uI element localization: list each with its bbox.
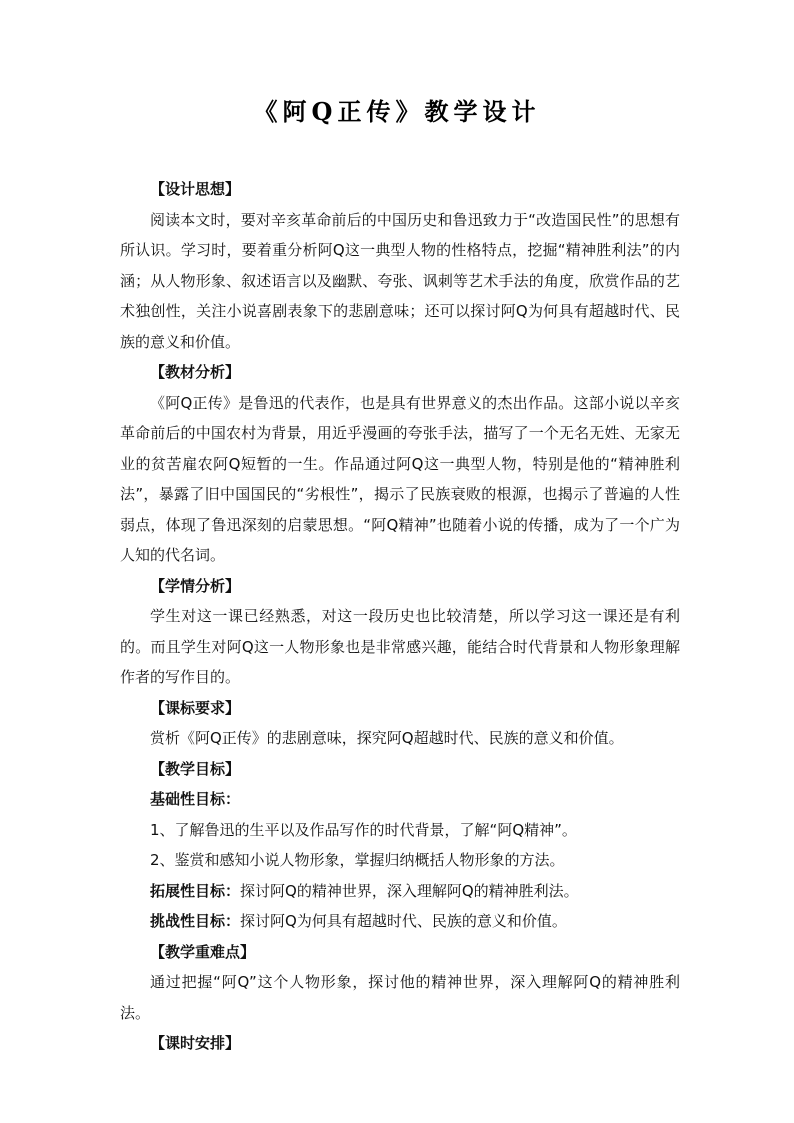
document-title: 《阿Q正传》教学设计 (253, 97, 541, 126)
section-heading-students: 【学情分析】 (150, 576, 241, 595)
section-heading-standard: 【课标要求】 (150, 698, 241, 717)
section-heading-schedule: 【课时安排】 (150, 1034, 241, 1052)
section-text-keypoints: 通过把握“阿Q”这个人物形象，探讨他的精神世界，深入理解阿Q的精神胜利法。 (120, 973, 680, 1022)
goal-basic-label: 基础性目标： (150, 790, 241, 808)
goal-challenge (120, 906, 680, 937)
section-text-design: 阅读本文时，要对辛亥革命前后的中国历史和鲁迅致力于“改造国民性”的思想有所认识。学习时，要着重分析阿Q这一典型人物的性格特点，挖掘“精神胜利法”的内涵；从人物形象、叙述语言以及幽默、夸张、讽刺等艺术手法的角度，欣赏作品的艺术独创性，关注小说喜剧表象下的悲剧意味；还可以探讨阿Q为何具有超越时代、民族的意义和价值。 (120, 210, 680, 351)
goal-challenge-label: 挑战性目标： (150, 912, 241, 930)
section-text-students: 学生对这一课已经熟悉，对这一段历史也比较清楚，所以学习这一课还是有利的。而且学生对阿Q这一人物形象也是非常感兴趣，能结合时代背景和人物形象理解作者的写作目的。 (120, 607, 680, 686)
goal-extend-text: 探讨阿Q的精神世界，深入理解阿Q的精神胜利法。 (240, 881, 579, 900)
section-heading-design: 【设计思想】 (150, 180, 241, 198)
section-heading-goals: 【教学目标】 (150, 759, 241, 778)
goal-basic-item-1: 1、了解鲁迅的生平以及作品写作的时代背景，了解“阿Q精神”。 (150, 820, 577, 839)
document-body (120, 174, 680, 1059)
section-text-material: 《阿Q正传》是鲁迅的代表作，也是具有世界意义的杰出作品。这部小说以辛亥革命前后的中国农村为背景，用近乎漫画的夸张手法，描写了一个无名无姓、无家无业的贫苦雇农阿Q短暂的一生。作品通过阿Q这一典型人物，特别是他的“精神胜利法”，暴露了旧中国国民的“劣根性”，揭示了民族衰败的根源，也揭示了普遍的人性弱点，体现了鲁迅深刻的启蒙思想。“阿Q精神”也随着小说的传播，成为了一个广为人知的代名词。 (120, 393, 680, 564)
goal-extend (120, 876, 680, 907)
section-heading-material: 【教材分析】 (150, 363, 241, 381)
goal-extend-label: 拓展性目标： (150, 881, 241, 900)
section-text-standard: 赏析《阿Q正传》的悲剧意味，探究阿Q超越时代、民族的意义和价值。 (150, 729, 624, 747)
section-heading-keypoints: 【教学重难点】 (150, 942, 256, 961)
goal-challenge-text: 探讨阿Q为何具有超越时代、民族的意义和价值。 (240, 912, 567, 930)
goal-basic-item-2: 2、鉴赏和感知小说人物形象，掌握归纳概括人物形象的方法。 (150, 851, 565, 869)
